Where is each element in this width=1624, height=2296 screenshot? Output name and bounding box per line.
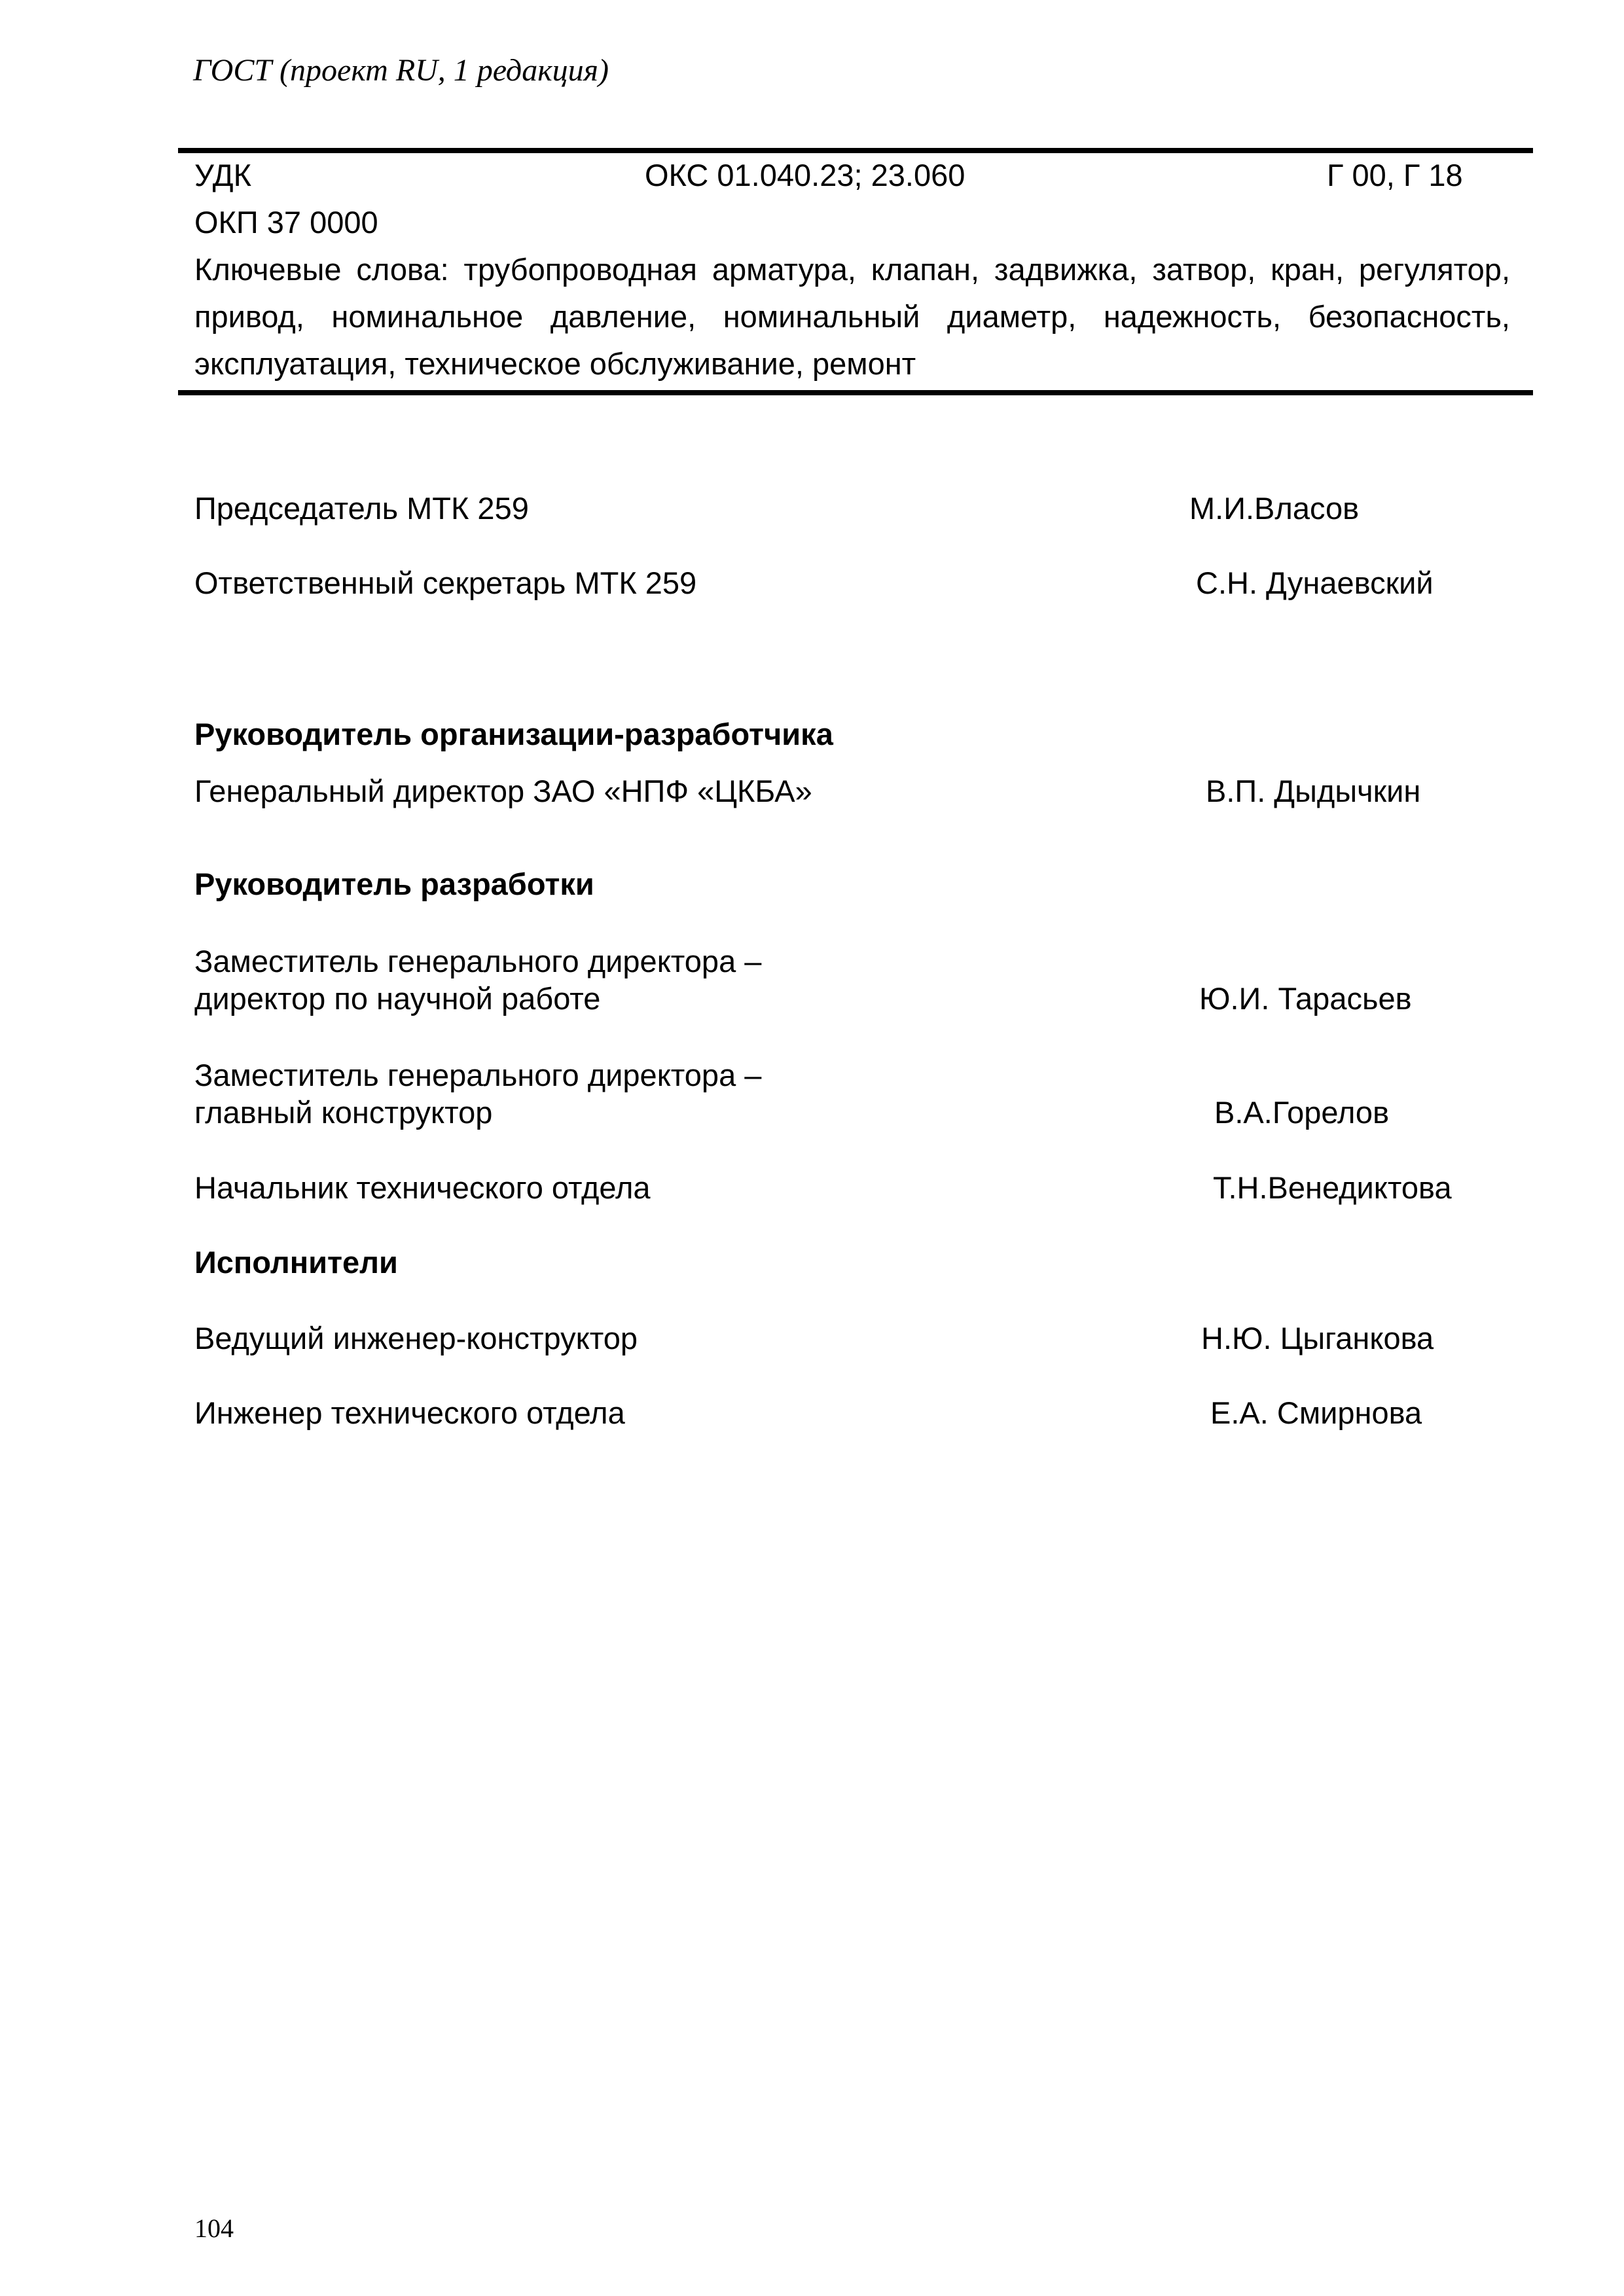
general-director-position: Генеральный директор ЗАО «НПФ «ЦКБА» — [194, 774, 812, 808]
okp-code: ОКП 37 0000 — [194, 205, 378, 240]
oks-code: ОКС 01.040.23; 23.060 — [645, 158, 965, 192]
deputy-designer-position-line2: главный конструктор — [194, 1095, 493, 1130]
committee-chair-position: Председатель МТК 259 — [194, 491, 529, 526]
committee-secretary-position: Ответственный секретарь МТК 259 — [194, 565, 697, 600]
executors-heading: Исполнители — [194, 1245, 398, 1280]
bottom-rule — [178, 390, 1533, 395]
keywords: Ключевые слова: трубопроводная арматура, клапан, задвижка, затвор, кран, регулятор, привод, номинальное давление, номинальный диаметр, надежность, безопасность, эксплуатация, техническое обслуживание, ремонт — [194, 252, 1510, 381]
lead-engineer-name: Н.Ю. Цыганкова — [1201, 1321, 1434, 1355]
committee-chair-name: М.И.Власов — [1189, 491, 1360, 526]
deputy-designer-position-line1: Заместитель генерального директора – — [194, 1058, 762, 1092]
lead-engineer-position: Ведущий инженер-конструктор — [194, 1321, 638, 1355]
deputy-science-position-line1: Заместитель генерального директора – — [194, 944, 762, 978]
organization-head-heading: Руководитель организации-разработчика — [194, 717, 833, 751]
page-number: 104 — [194, 2214, 234, 2243]
development-head-heading: Руководитель разработки — [194, 867, 594, 901]
committee-secretary-name: С.Н. Дунаевский — [1196, 565, 1434, 600]
g-codes: Г 00, Г 18 — [1327, 158, 1463, 192]
deputy-designer-name: В.А.Горелов — [1214, 1095, 1390, 1130]
deputy-science-position-line2: директор по научной работе — [194, 981, 601, 1016]
engineer-name: Е.А. Смирнова — [1210, 1395, 1422, 1430]
deputy-science-name: Ю.И. Тарасьев — [1199, 981, 1412, 1016]
technical-dept-head-name: Т.Н.Венедиктова — [1213, 1170, 1452, 1205]
udk-label: УДК — [194, 158, 251, 192]
running-head: ГОСТ (проект RU, 1 редакция) — [193, 53, 609, 88]
technical-dept-head-position: Начальник технического отдела — [194, 1170, 651, 1205]
general-director-name: В.П. Дыдычкин — [1206, 774, 1421, 808]
engineer-position: Инженер технического отдела — [194, 1395, 625, 1430]
